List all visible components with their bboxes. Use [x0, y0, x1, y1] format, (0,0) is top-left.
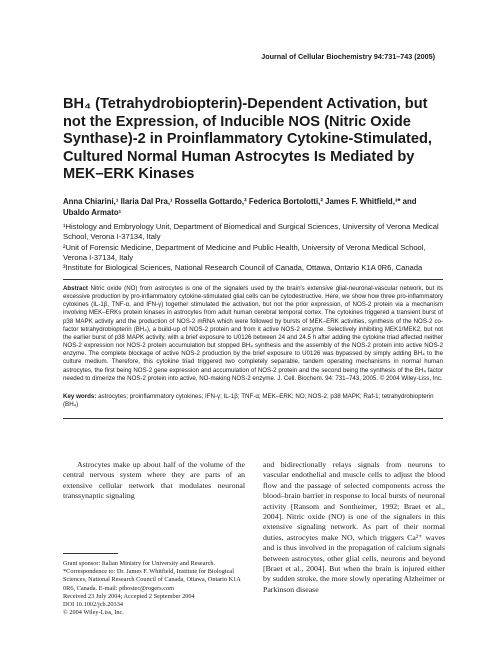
affiliation-1: ¹Histology and Embryology Unit, Department of Biomedical and Surgical Sciences, University of Verona Medical School, Verona I-37134, Italy — [63, 222, 439, 242]
affiliation-3: ³Institute for Biological Sciences, National Research Council of Canada, Ottawa, Ontario K1A 0R6, Canada — [63, 263, 423, 273]
keywords — [63, 393, 443, 409]
body-paragraph-continued: and bidirectionally relays signals from neurons to vascular endothelial and muscle cells to adjust the blood flow and the passage of selected components across the blood–brain barrier in response to local bursts of neuronal activity [Ransom and Sontheimer, 1992; Braet et al., 2004]. Nitric oxide (NO) is one of the signalers in this extensive signaling network. As part of their normal duties, astrocytes make NO, which triggers Ca²⁺ waves and is thus involved in the propagation of calcium signals between astrocytes, other glial cells, neurons and beyond [Braet et al., 2004]. But when the brain is injured either by sudden stroke, the more slowly operating Alzheimer or Parkinson disease — [263, 460, 445, 594]
keywords-text: astrocytes; proinflammatory cytokines; IFN-γ; IL-1β; TNF-α; MEK–ERK; NO; NOS-2; p38 MAPK; Raf-1; tetrahydrobiopterin (BH₄) — [63, 393, 434, 409]
article-title: BH₄ (Tetrahydrobiopterin)-Dependent Activation, but not the Expression, of Inducible NOS (Nitric Oxide Synthase)-2 in Proinflammatory Cytokine-Stimulated, Cultured Normal Human Astrocytes Is Mediated by MEK–ERK Kinases — [63, 96, 432, 183]
footnotes — [63, 560, 245, 617]
footnote-received: Received 23 July 2004; Accepted 2 September 2004 — [63, 592, 195, 600]
affiliation-2: ²Unit of Forensic Medicine, Department of Medicine and Public Health, University of Verona Medical School, Verona I-37134, Italy — [63, 242, 426, 262]
body-column-left — [63, 460, 245, 502]
footnote-doi: DOI 10.1002/jcb.20334 — [63, 601, 123, 609]
footnote-grant: Grant sponsor: Italian Ministry for University and Research. — [63, 560, 216, 567]
affiliations — [63, 222, 443, 273]
author-list: Anna Chiarini,¹ Ilaria Dal Pra,¹ Rossella Gottardo,² Federica Bortolotti,² James F. Whitfield,³* and Ubaldo Armato¹ — [63, 197, 417, 217]
abstract-top-rule — [63, 279, 443, 280]
footnote-rule — [63, 553, 118, 554]
abstract-bottom-rule — [63, 418, 443, 419]
abstract-text: Nitric oxide (NO) from astrocytes is one of the signalers used by the brain's extensive glial-neuronal-vascular network, but its excessive production by pro-inflammatory cytokine-stimulated glial cells can be cytodestructive. Here, we show how three pro-inflammatory cytokines (IL-1β, TNF-α, and IFN-γ) together stimulated the activation, but not the prior expression, of NOS-2 protein via a mechanism involving MEK–ERKs protein kinases in astrocytes from adult human cerebral temporal cortex. The cytokines triggered a transient burst of p38 MAPK activity and the production of NOS-2 mRNA which were followed by bursts of MEK–ERK activities, synthesis of the NOS-2 co-factor tetrahydrobiopterin (BH₄), a build-up of NOS-2 protein and from it active NOS-2 enzyme. Selectively inhibiting MEK1/MEK2, but not the earlier burst of p38 MAPK activity, with a brief exposure to U0126 between 24 and 24.5 h after adding the cytokine triad affected neither NOS-2 expression nor NOS-2 protein accumulation but stopped BH₄ synthesis and the assembly of the NOS-2 protein into active NOS-2 enzyme. The complete blockage of active NOS-2 production by the brief exposure to U0126 was bypassed by simply adding BH₄ to the culture medium. Therefore, this cytokine triad triggered two completely separable, tandem operating mechanisms in normal human astrocytes, the first being NOS-2 gene expression and accumulation of NOS-2 protein and the second being the synthesis of the BH₄ factor needed to dimerize the NOS-2 protein into active, NO-making NOS-2 enzyme. J. Cell. Biochem. 94: 731–743, 2005. © 2004 Wiley-Liss, Inc. — [63, 285, 443, 382]
abstract-label: Abstract — [63, 285, 88, 292]
footnote-correspondence: *Correspondence to: Dr. James F. Whitfield, Institute for Biological Sciences, National Research Council of Canada, Ottawa, Ontario K1A 0R6, Canada. E-mail: pthostec@rogers.com — [63, 568, 241, 592]
keywords-label: Key words: — [63, 393, 97, 400]
body-paragraph: Astrocytes make up about half of the volume of the central nervous system where they are parts of an extensive cellular network that modulates neuronal transsynaptic signaling — [63, 460, 245, 501]
body-column-right — [263, 460, 445, 595]
journal-header: Journal of Cellular Biochemistry 94:731–743 (2005) — [261, 52, 435, 61]
abstract — [63, 285, 443, 383]
footnote-copyright: © 2004 Wiley-Liss, Inc. — [63, 609, 124, 617]
